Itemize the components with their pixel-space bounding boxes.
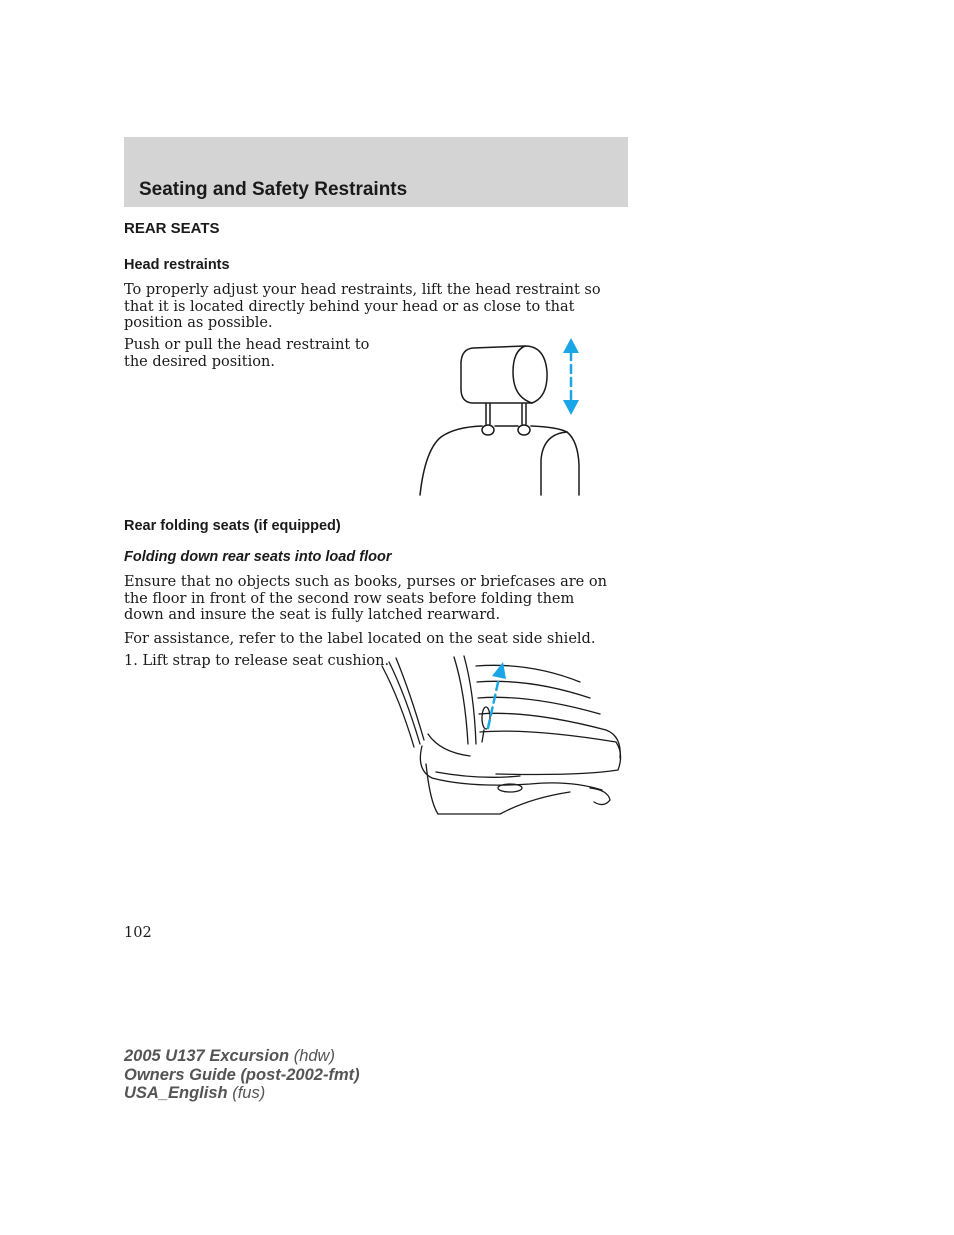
rear-folding-subheading: Folding down rear seats into load floor bbox=[124, 549, 392, 565]
instruction-line-2: the desired position. bbox=[124, 353, 275, 370]
footer-model: 2005 U137 Excursion bbox=[124, 1047, 290, 1065]
rear-folding-paragraph: Ensure that no objects such as books, purses or briefcases are on the floor in front of the second row seats before folding them down and insure the seat is fully latched rearward. bbox=[124, 574, 607, 623]
step-1-text: 1. Lift strap to release seat cushion. bbox=[124, 653, 390, 669]
header-band bbox=[124, 137, 628, 207]
arrow-up-icon bbox=[488, 662, 506, 728]
rear-folding-heading: Rear folding seats (if equipped) bbox=[124, 518, 341, 534]
head-restraints-instruction bbox=[124, 337, 369, 370]
head-restraint-illustration bbox=[415, 335, 590, 500]
footer-model-code: (hdw) bbox=[289, 1047, 335, 1065]
footer-language-code: (fus) bbox=[227, 1084, 266, 1102]
head-restraints-paragraph: To properly adjust your head restraints, lift the head restraint so that it is located directly behind your head or as close to that position as possible. bbox=[124, 282, 601, 331]
seat-cushion-strap-illustration bbox=[380, 652, 625, 822]
arrow-up-down-icon bbox=[563, 338, 579, 415]
page-number: 102 bbox=[124, 925, 152, 941]
instruction-line-1: Push or pull the head restraint to bbox=[124, 337, 370, 353]
assistance-paragraph: For assistance, refer to the label located on the seat side shield. bbox=[124, 631, 596, 647]
footer-guide: Owners Guide (post-2002-fmt) bbox=[124, 1065, 360, 1084]
section-title: REAR SEATS bbox=[124, 220, 220, 237]
head-restraints-heading: Head restraints bbox=[124, 257, 230, 273]
document-footer bbox=[124, 1047, 360, 1103]
page-header-title: Seating and Safety Restraints bbox=[139, 179, 408, 200]
footer-language: USA_English bbox=[124, 1084, 228, 1102]
